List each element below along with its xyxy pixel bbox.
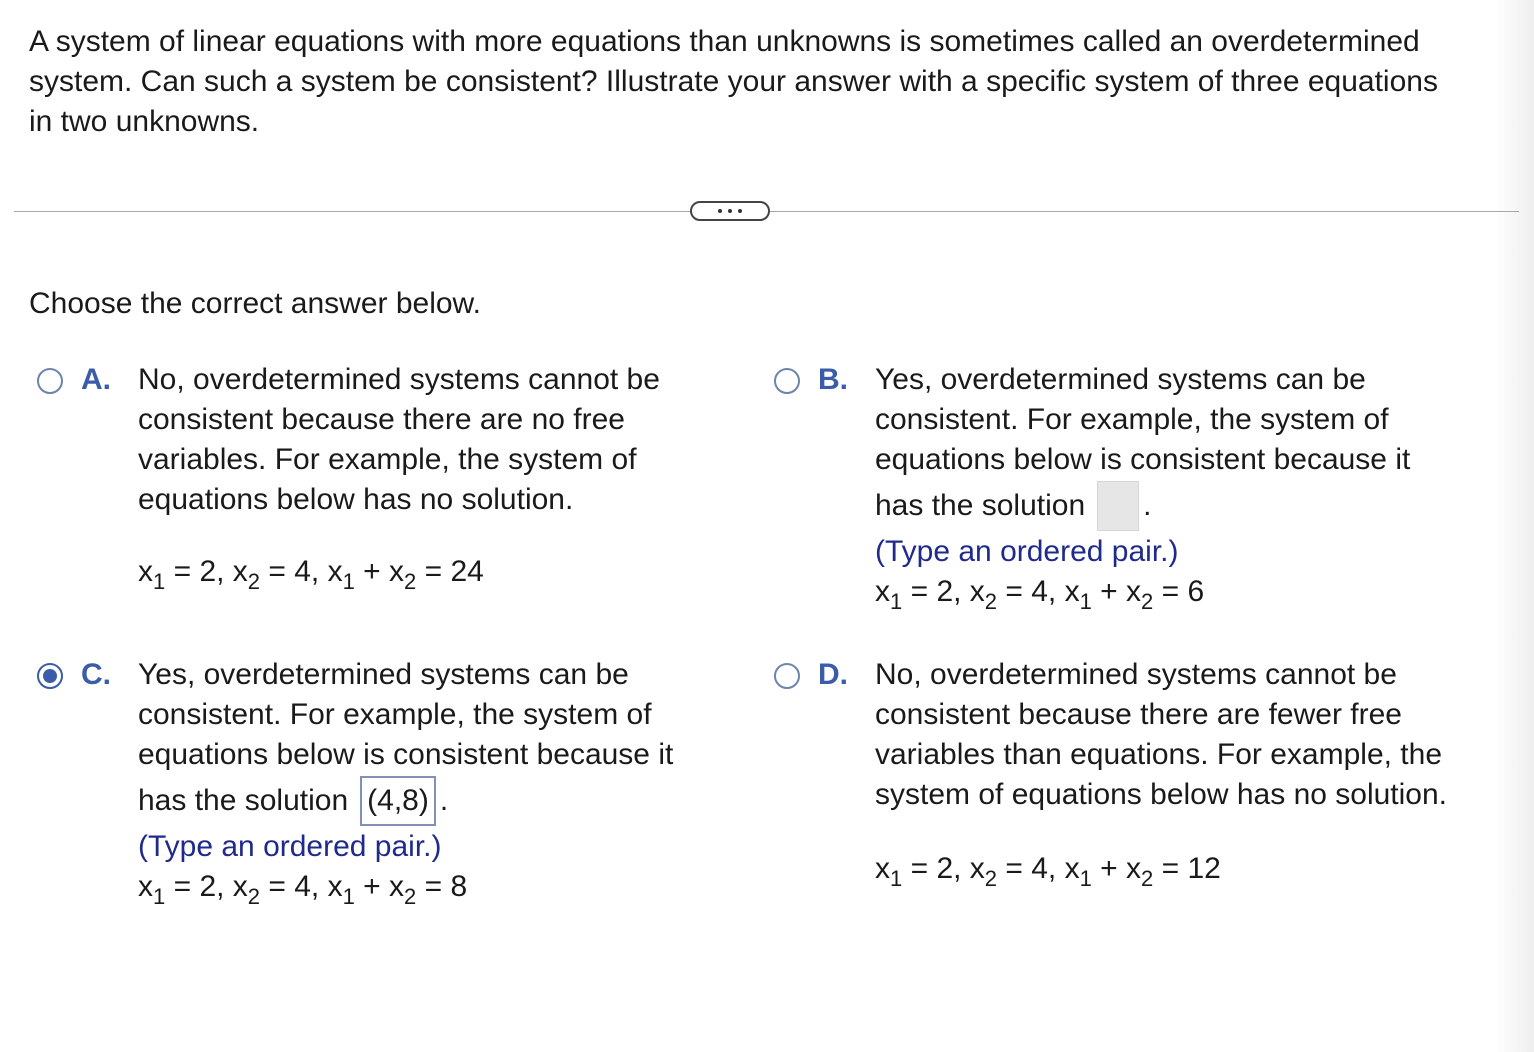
equation-part: = 4, x [997, 852, 1080, 885]
equation-part: x [875, 852, 890, 885]
option-text: No, overdetermined systems cannot be consistent because there are fewer free variables than equations. For example, the system of equations below has no solution. [875, 658, 1448, 811]
equation-subscript: 2 [404, 884, 417, 909]
equation-part: + x [354, 870, 405, 903]
radio-button-selected-icon[interactable] [37, 663, 63, 689]
option-body [138, 360, 728, 592]
solution-label: has the solution [138, 784, 349, 817]
option-letter: D. [818, 658, 848, 691]
equation-part: = 6 [1153, 575, 1205, 608]
equation-part: = 4, x [260, 555, 343, 588]
equation-subscript: 1 [1079, 589, 1092, 614]
equation-subscript: 1 [153, 884, 166, 909]
more-options-button[interactable] [690, 201, 770, 221]
equation-part: + x [1091, 575, 1142, 608]
option-body [875, 655, 1465, 889]
ellipsis-dot-icon [738, 209, 742, 213]
equation-subscript: 2 [247, 884, 261, 909]
equation-subscript: 1 [342, 569, 355, 594]
equation-part: + x [354, 555, 405, 588]
instruction-text: Choose the correct answer below. [29, 287, 481, 320]
equation-part: x [138, 870, 153, 903]
period: . [1143, 489, 1152, 522]
equation [138, 867, 738, 907]
equation-subscript: 2 [984, 866, 998, 891]
option-text: Yes, overdetermined systems can be consistent. For example, the system of equations below is consistent because it [138, 658, 674, 771]
equation [138, 552, 728, 592]
equation-subscript: 2 [404, 569, 417, 594]
answer-hint: (Type an ordered pair.) [138, 830, 442, 863]
equation-part: = 2, x [902, 852, 985, 885]
equation-subscript: 1 [342, 884, 355, 909]
equation-part: = 2, x [902, 575, 985, 608]
equation-part: x [875, 575, 890, 608]
solution-line [138, 775, 738, 827]
equation-part: = 4, x [260, 870, 343, 903]
equation-subscript: 1 [153, 569, 166, 594]
answer-input[interactable] [1097, 481, 1139, 531]
right-edge-shadow [1494, 0, 1534, 1052]
radio-button-icon[interactable] [774, 663, 800, 689]
equation-subscript: 2 [247, 569, 261, 594]
radio-button-icon[interactable] [774, 368, 800, 394]
answer-hint: (Type an ordered pair.) [875, 535, 1179, 568]
equation-subscript: 1 [890, 589, 903, 614]
equation-part: = 24 [416, 555, 484, 588]
equation [875, 849, 1465, 889]
equation-part: + x [1091, 852, 1142, 885]
equation-part: = 4, x [997, 575, 1080, 608]
option-letter: C. [81, 658, 111, 691]
equation-subscript: 2 [1141, 866, 1154, 891]
equation-part: x [138, 555, 153, 588]
equation [875, 572, 1475, 612]
equation-part: = 2, x [165, 870, 248, 903]
equation-subscript: 1 [890, 866, 903, 891]
option-letter: A. [81, 363, 111, 396]
question-text: A system of linear equations with more equations than unknowns is sometimes called an overdetermined system. Can such a system be consistent? Illustrate your answer with a specific system of three equations in two unknowns. [29, 25, 1438, 138]
solution-label: has the solution [875, 489, 1086, 522]
ellipsis-dot-icon [728, 209, 732, 213]
equation-subscript: 2 [984, 589, 998, 614]
option-text: No, overdetermined systems cannot be consistent because there are no free variables. For example, the system of equations below has no solution. [138, 363, 660, 516]
equation-subscript: 2 [1141, 589, 1154, 614]
radio-button-icon[interactable] [37, 368, 63, 394]
equation-part: = 2, x [165, 555, 248, 588]
equation-part: = 12 [1153, 852, 1221, 885]
equation-part: = 8 [416, 870, 468, 903]
option-body [875, 360, 1475, 612]
option-text: Yes, overdetermined systems can be consistent. For example, the system of equations below is consistent because it [875, 363, 1411, 476]
period: . [439, 784, 449, 817]
solution-line [875, 480, 1475, 532]
ellipsis-dot-icon [718, 209, 722, 213]
option-body [138, 655, 738, 907]
option-letter: B. [818, 363, 848, 396]
answer-input[interactable]: (4,8) [360, 776, 436, 826]
equation-subscript: 1 [1079, 866, 1092, 891]
